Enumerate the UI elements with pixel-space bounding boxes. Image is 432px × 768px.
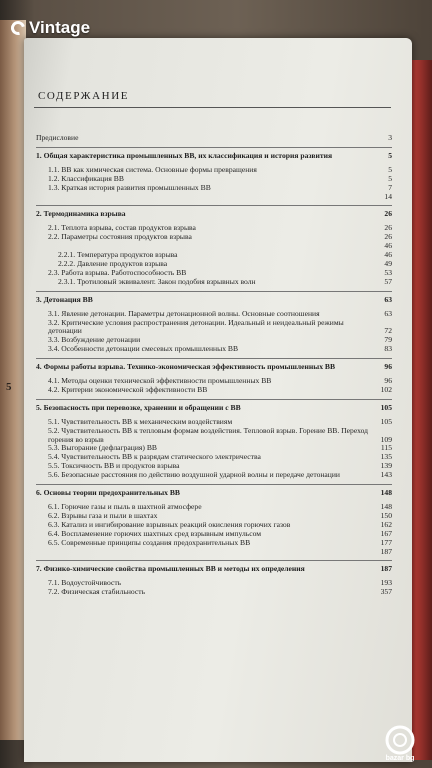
toc-page-number: 46	[384, 250, 392, 260]
toc-entry	[36, 471, 392, 480]
toc-page-number: 26	[384, 232, 392, 242]
logo-text: bazar bg	[385, 755, 415, 762]
toc-entry-title: 6.1. Горючие газы и пыль в шахтной атмосфере	[48, 502, 202, 511]
toc-page-number: 96	[384, 362, 392, 372]
toc-entry	[36, 319, 392, 337]
toc-page-number: 167	[380, 528, 392, 538]
toc-entry-title: Предисловие	[36, 133, 79, 142]
toc-divider	[36, 484, 392, 485]
toc-page-number: 3	[388, 133, 392, 142]
toc-divider	[36, 560, 392, 561]
toc-entry	[36, 386, 392, 395]
toc-entry-title: 4.1. Методы оценки технической эффективности промышленных ВВ	[48, 376, 272, 386]
toc-page-number: 187	[380, 564, 392, 574]
toc-entry-title: 6.2. Взрывы газа и пыли в шахтах	[48, 510, 158, 520]
toc-page-number: 187	[380, 546, 392, 556]
toc-entry-title: 5.2. Чувствительность ВВ к тепловым формам воздействия. Тепловой взрыв. Горение ВВ. Переход горения во взрыв	[48, 425, 369, 444]
toc-page-number: 115	[380, 443, 392, 453]
toc-entry-title: 5.6. Безопасные расстояния по действию воздушной ударной волны и передаче детонации	[48, 470, 340, 480]
toc-divider	[36, 205, 392, 206]
toc-entry-title: 6.3. Катализ и ингибирование взрывных реакций окисления горючих газов	[48, 519, 291, 529]
brand-logo-icon	[10, 20, 26, 36]
toc-section	[36, 152, 392, 161]
toc-entry-title: 3.1. Явление детонации. Параметры детонационной волны. Основные соотношения	[48, 308, 320, 318]
toc-entry-title: 5.5. Токсичность ВВ и продуктов взрыва	[48, 461, 180, 471]
toc-entry-title: 2.2.2. Давление продуктов взрыва	[58, 258, 168, 268]
toc-entry	[36, 345, 392, 354]
toc-page-number: 135	[380, 452, 392, 462]
toc-entry-title: 2.2.1. Температура продуктов взрыва	[58, 250, 178, 260]
bazar-logo-icon	[374, 722, 426, 762]
toc-section	[36, 363, 392, 372]
toc-entry-title: 2.3.1. Тротиловый эквивалент. Закон подобия взрывных волн	[58, 276, 256, 286]
page-title: СОДЕРЖАНИЕ	[38, 90, 130, 102]
toc-entry-title: 4. Формы работы взрыва. Технико-экономическая эффективность промышленных ВВ	[36, 362, 336, 372]
toc-entry	[36, 184, 392, 193]
toc-page-number: 46	[384, 241, 392, 251]
toc-divider	[36, 399, 392, 400]
toc-page-number: 105	[380, 402, 392, 412]
toc-page-number: 148	[380, 488, 392, 498]
book-cover-left	[0, 20, 26, 740]
toc-entry-title: 7.1. Водоустойчивость	[48, 578, 122, 588]
toc-page-number: 143	[380, 470, 392, 480]
toc-entry-title: 7. Физико-химические свойства промышленных ВВ и методы их определения	[36, 564, 305, 574]
toc-page-number: 5	[388, 150, 392, 160]
table-of-contents	[36, 134, 392, 597]
toc-entry	[36, 233, 392, 242]
toc-entry-title: 3. Детонация ВВ	[36, 294, 93, 304]
toc-page-number: 7	[388, 182, 392, 192]
toc-page-number: 357	[380, 587, 392, 597]
toc-page-number: 14	[384, 191, 392, 201]
toc-page-number: 148	[380, 502, 392, 511]
toc-entry-title: 1. Общая характеристика промышленных ВВ, их классификация и история развития	[36, 150, 333, 160]
toc-entry-title: 2. Термодинамика взрыва	[36, 209, 126, 219]
margin-mark: 5	[6, 381, 12, 393]
toc-page-number: 63	[384, 294, 392, 304]
toc-page-number: 162	[380, 519, 392, 529]
toc-entry-title: 2.2. Параметры состояния продуктов взрыва	[48, 232, 192, 242]
toc-page-number: 63	[384, 308, 392, 318]
toc-entry-title: 6. Основы теории предохранительных ВВ	[36, 488, 180, 498]
toc-page-number: 5	[388, 173, 392, 183]
toc-page-number: 49	[384, 258, 392, 268]
toc-section	[36, 210, 392, 219]
toc-section	[36, 404, 392, 413]
toc-entry	[36, 278, 392, 287]
toc-entry-title: 5.1. Чувствительность ВВ к механическим воздействиям	[48, 416, 233, 426]
toc-entry	[36, 427, 392, 445]
toc-page-number: 26	[384, 223, 392, 233]
toc-entry-title: 5.3. Выгорание (дефлаграция) ВВ	[48, 443, 157, 453]
toc-section	[36, 296, 392, 305]
toc-page-number: 79	[384, 335, 392, 345]
toc-entry-title: 3.2. Критические условия распространения детонации. Идеальный и неидеальный режимы детонации	[48, 317, 344, 336]
toc-divider	[36, 147, 392, 148]
toc-page-number: 102	[380, 384, 392, 394]
toc-entry-title: 6.4. Воспламенение горючих шахтных сред взрывным импульсом	[48, 528, 262, 538]
title-divider	[34, 107, 391, 108]
toc-entry-title: 1.3. Краткая история развития промышленных ВВ	[48, 182, 211, 192]
toc-page-number: 96	[384, 376, 392, 386]
toc-entry-title: 6.5. Современные принципы создания предохранительных ВВ	[48, 537, 251, 547]
toc-entry-title: 4.2. Критерии экономической эффективности ВВ	[48, 384, 208, 394]
toc-page-number: 193	[380, 578, 392, 588]
toc-divider	[36, 358, 392, 359]
toc-divider	[36, 291, 392, 292]
toc-page-number: 5	[388, 164, 392, 174]
watermark	[10, 18, 90, 38]
toc-entry-title: 3.3. Возбуждение детонации	[48, 335, 141, 345]
toc-entry-title: 5.4. Чувствительность ВВ к разрядам статического электричества	[48, 452, 261, 462]
toc-entry-title: 2.3. Работа взрыва. Работоспособность ВВ	[48, 267, 187, 277]
toc-page-number: 83	[384, 344, 392, 354]
toc-page-number: 72	[384, 326, 392, 336]
watermark-brand: Vintage	[29, 18, 91, 37]
toc-entry-title: 7.2. Физическая стабильность	[48, 587, 146, 597]
toc-page-number: 26	[384, 209, 392, 219]
toc-entry	[36, 134, 392, 143]
toc-section	[36, 489, 392, 498]
toc-entry	[36, 193, 392, 202]
toc-entry-title: 1.2. Классификация ВВ	[48, 173, 124, 183]
toc-entry	[36, 539, 392, 548]
toc-entry-title: 5. Безопасность при перевозке, хранении и обращении с ВВ	[36, 402, 241, 412]
toc-page-number: 53	[384, 267, 392, 277]
toc-page-number: 150	[380, 510, 392, 520]
toc-page-number: 139	[380, 461, 392, 471]
toc-entry	[36, 588, 392, 597]
toc-page-number: 105	[380, 416, 392, 426]
toc-page-number: 109	[380, 434, 392, 444]
toc-entry-title: 3.4. Особенности детонации смесевых промышленных ВВ	[48, 344, 239, 354]
toc-section	[36, 565, 392, 574]
toc-entry-title: 2.1. Теплота взрыва, состав продуктов взрыва	[48, 223, 196, 233]
toc-page-number: 57	[384, 276, 392, 286]
toc-entry-title: 1.1. ВВ как химическая система. Основные формы превращения	[48, 164, 257, 174]
toc-page-number: 177	[380, 537, 392, 547]
toc-entry	[36, 548, 392, 557]
